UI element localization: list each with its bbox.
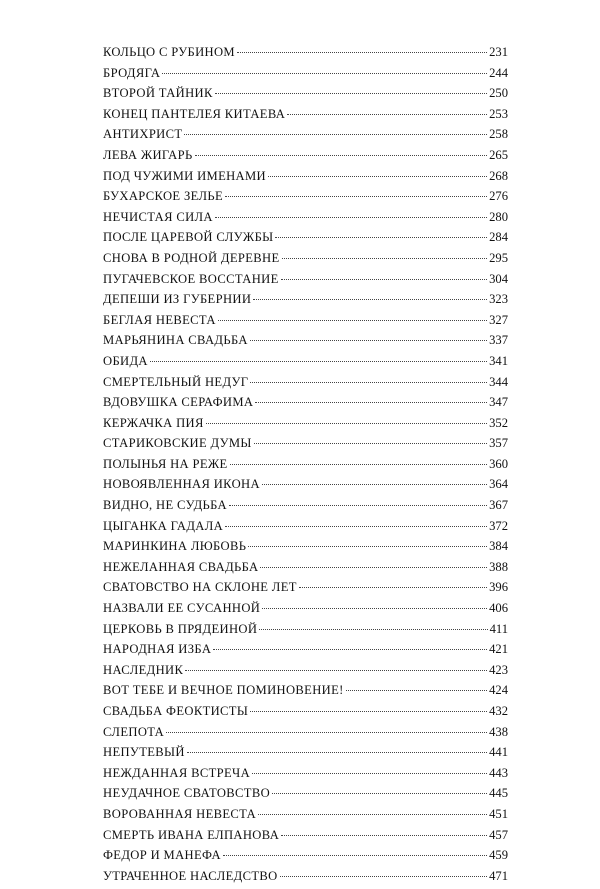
toc-entry-page-number: 344 <box>489 374 508 389</box>
toc-entry-title: ПОСЛЕ ЦАРЕВОЙ СЛУЖБЫ <box>103 230 274 245</box>
dot-leader <box>346 690 487 691</box>
toc-entry-title: ВОТ ТЕБЕ И ВЕЧНОЕ ПОМИНОВЕНИЕ! <box>103 683 344 698</box>
toc-entry-page-number: 423 <box>489 662 508 677</box>
toc-entry-page-number: 445 <box>489 786 508 801</box>
toc-entry <box>103 869 508 889</box>
table-of-contents <box>103 45 508 889</box>
toc-entry-page-number: 253 <box>489 106 508 121</box>
toc-entry-title: ВОРОВАННАЯ НЕВЕСТА <box>103 806 257 821</box>
dot-leader <box>166 732 487 733</box>
toc-entry-page-number: 421 <box>489 642 508 657</box>
toc-entry <box>103 375 508 396</box>
toc-entry-title: ОБИДА <box>103 353 148 368</box>
toc-entry-title: ВИДНО, НЕ СУДЬБА <box>103 498 227 513</box>
toc-entry-page-number: 258 <box>489 127 508 142</box>
toc-entry <box>103 766 508 787</box>
toc-entry <box>103 519 508 540</box>
toc-entry-page-number: 364 <box>489 477 508 492</box>
toc-entry-title: ВТОРОЙ ТАЙНИК <box>103 86 213 101</box>
dot-leader <box>259 629 487 630</box>
toc-entry-page-number: 268 <box>489 168 508 183</box>
toc-entry-page-number: 471 <box>489 868 508 883</box>
toc-entry-title: БЕГЛАЯ НЕВЕСТА <box>103 312 216 327</box>
toc-entry <box>103 683 508 704</box>
dot-leader <box>275 237 487 238</box>
toc-entry <box>103 395 508 416</box>
toc-entry-page-number: 337 <box>489 333 508 348</box>
toc-entry <box>103 292 508 313</box>
toc-entry <box>103 272 508 293</box>
toc-entry-title: СЛЕПОТА <box>103 724 165 739</box>
toc-entry-page-number: 451 <box>489 806 508 821</box>
toc-entry-page-number: 250 <box>489 86 508 101</box>
toc-entry-page-number: 424 <box>489 683 508 698</box>
toc-entry-title: СВАДЬБА ФЕОКТИСТЫ <box>103 704 249 718</box>
toc-entry-page-number: 441 <box>489 745 508 760</box>
dot-leader <box>215 217 487 218</box>
dot-leader <box>185 670 487 671</box>
toc-entry <box>103 251 508 272</box>
dot-leader <box>250 382 487 383</box>
toc-entry <box>103 333 508 354</box>
toc-entry-page-number: 244 <box>489 65 508 80</box>
toc-entry <box>103 127 508 148</box>
toc-entry <box>103 169 508 190</box>
toc-entry-title: БУХАРСКОЕ ЗЕЛЬЕ <box>103 189 224 204</box>
toc-entry-title: НЕЖДАННАЯ ВСТРЕЧА <box>103 765 251 780</box>
toc-entry-title: СВАТОВСТВО НА СКЛОНЕ ЛЕТ <box>103 580 297 595</box>
dot-leader <box>281 279 487 280</box>
toc-entry <box>103 66 508 87</box>
toc-entry-page-number: 457 <box>489 827 508 842</box>
toc-entry-page-number: 284 <box>489 230 508 245</box>
dot-leader <box>250 711 487 712</box>
toc-entry-title: СМЕРТЬ ИВАНА ЕЛПАНОВА <box>103 827 280 842</box>
toc-entry <box>103 601 508 622</box>
toc-entry-page-number: 372 <box>489 518 508 533</box>
toc-entry <box>103 848 508 869</box>
toc-entry <box>103 745 508 766</box>
toc-entry <box>103 416 508 437</box>
toc-entry-title: ЦЕРКОВЬ В ПРЯДЕИНОЙ <box>103 621 258 636</box>
toc-entry <box>103 663 508 684</box>
toc-entry-title: НЕЧИСТАЯ СИЛА <box>103 209 213 224</box>
toc-entry-page-number: 341 <box>489 353 508 368</box>
toc-entry-title: МАРЬЯНИНА СВАДЬБА <box>103 333 248 348</box>
toc-entry <box>103 539 508 560</box>
toc-entry-title: КОЛЬЦО С РУБИНОМ <box>103 45 235 59</box>
toc-entry-title: КОНЕЦ ПАНТЕЛЕЯ КИТАЕВА <box>103 106 286 121</box>
dot-leader <box>255 402 487 403</box>
dot-leader <box>187 752 487 753</box>
toc-entry-title: ВДОВУШКА СЕРАФИМА <box>103 395 254 410</box>
toc-entry <box>103 230 508 251</box>
toc-entry <box>103 560 508 581</box>
toc-entry <box>103 189 508 210</box>
dot-leader <box>195 155 488 156</box>
dot-leader <box>229 505 487 506</box>
dot-leader <box>253 299 487 300</box>
toc-entry-title: ФЕДОР И МАНЕФА <box>103 848 221 863</box>
toc-entry <box>103 725 508 746</box>
toc-entry-page-number: 360 <box>489 456 508 471</box>
dot-leader <box>262 608 487 609</box>
toc-entry <box>103 45 508 66</box>
toc-entry <box>103 622 508 643</box>
toc-entry-page-number: 231 <box>489 45 508 59</box>
toc-entry-title: НЕПУТЕВЫЙ <box>103 745 185 760</box>
dot-leader <box>150 361 487 362</box>
toc-entry <box>103 642 508 663</box>
toc-entry-title: КЕРЖАЧКА ПИЯ <box>103 415 204 430</box>
toc-entry-title: НЕЖЕЛАННАЯ СВАДЬБА <box>103 559 259 574</box>
toc-entry <box>103 86 508 107</box>
dot-leader <box>223 855 487 856</box>
dot-leader <box>299 587 487 588</box>
toc-entry-page-number: 396 <box>489 580 508 595</box>
toc-entry <box>103 828 508 849</box>
toc-entry <box>103 313 508 334</box>
toc-entry-title: НАСЛЕДНИК <box>103 662 184 677</box>
toc-entry-page-number: 459 <box>489 848 508 863</box>
dot-leader <box>281 835 487 836</box>
toc-entry-page-number: 352 <box>489 415 508 430</box>
toc-entry-page-number: 327 <box>489 312 508 327</box>
toc-entry-title: УТРАЧЕННОЕ НАСЛЕДСТВО <box>103 868 278 883</box>
toc-entry <box>103 704 508 725</box>
toc-entry <box>103 107 508 128</box>
dot-leader <box>258 814 487 815</box>
toc-entry-page-number: 323 <box>489 292 508 307</box>
toc-entry-page-number: 432 <box>489 704 508 718</box>
toc-entry <box>103 148 508 169</box>
toc-entry-page-number: 411 <box>489 621 508 636</box>
dot-leader <box>213 649 487 650</box>
dot-leader <box>206 423 487 424</box>
toc-entry-title: ДЕПЕШИ ИЗ ГУБЕРНИИ <box>103 292 252 307</box>
toc-entry-title: НОВОЯВЛЕННАЯ ИКОНА <box>103 477 260 492</box>
toc-entry-title: ЛЕВА ЖИГАРЬ <box>103 147 193 162</box>
toc-entry-page-number: 438 <box>489 724 508 739</box>
dot-leader <box>268 176 487 177</box>
dot-leader <box>272 793 487 794</box>
dot-leader <box>218 320 487 321</box>
dot-leader <box>215 93 487 94</box>
toc-entry <box>103 354 508 375</box>
dot-leader <box>184 134 487 135</box>
toc-entry-page-number: 304 <box>489 271 508 286</box>
toc-entry <box>103 580 508 601</box>
toc-entry <box>103 498 508 519</box>
dot-leader <box>230 464 488 465</box>
toc-entry-title: ПУГАЧЕВСКОЕ ВОССТАНИЕ <box>103 271 279 286</box>
toc-entry-page-number: 276 <box>489 189 508 204</box>
toc-entry-title: ПОД ЧУЖИМИ ИМЕНАМИ <box>103 168 266 183</box>
toc-entry-title: АНТИХРИСТ <box>103 127 183 142</box>
toc-entry-title: ЦЫГАНКА ГАДАЛА <box>103 518 224 533</box>
toc-entry-page-number: 347 <box>489 395 508 410</box>
toc-entry-page-number: 384 <box>489 539 508 554</box>
toc-entry-page-number: 357 <box>489 436 508 451</box>
toc-entry <box>103 786 508 807</box>
toc-entry-page-number: 367 <box>489 498 508 513</box>
dot-leader <box>287 114 487 115</box>
dot-leader <box>282 258 488 259</box>
toc-entry-page-number: 265 <box>489 147 508 162</box>
toc-entry-title: ПОЛЫНЬЯ НА РЕЖЕ <box>103 456 228 471</box>
toc-entry <box>103 436 508 457</box>
toc-entry <box>103 807 508 828</box>
toc-entry <box>103 477 508 498</box>
dot-leader <box>260 567 487 568</box>
dot-leader <box>262 484 487 485</box>
toc-entry-page-number: 388 <box>489 559 508 574</box>
toc-entry-page-number: 280 <box>489 209 508 224</box>
dot-leader <box>225 196 487 197</box>
dot-leader <box>237 52 487 53</box>
dot-leader <box>254 443 487 444</box>
toc-entry-page-number: 406 <box>489 601 508 616</box>
toc-entry-title: СНОВА В РОДНОЙ ДЕРЕВНЕ <box>103 250 280 265</box>
toc-entry-title: МАРИНКИНА ЛЮБОВЬ <box>103 539 247 554</box>
dot-leader <box>162 73 487 74</box>
toc-entry-page-number: 443 <box>489 765 508 780</box>
toc-entry-title: НАРОДНАЯ ИЗБА <box>103 642 212 657</box>
dot-leader <box>248 546 487 547</box>
toc-entry-title: БРОДЯГА <box>103 65 161 80</box>
toc-entry-title: НЕУДАЧНОЕ СВАТОВСТВО <box>103 786 271 801</box>
dot-leader <box>280 876 488 877</box>
dot-leader <box>252 773 487 774</box>
toc-entry <box>103 210 508 231</box>
dot-leader <box>225 526 487 527</box>
toc-entry <box>103 457 508 478</box>
toc-entry-title: СМЕРТЕЛЬНЫЙ НЕДУГ <box>103 374 249 389</box>
toc-entry-page-number: 295 <box>489 250 508 265</box>
toc-entry-title: НАЗВАЛИ ЕЕ СУСАННОЙ <box>103 601 261 616</box>
toc-entry-title: СТАРИКОВСКИЕ ДУМЫ <box>103 436 252 451</box>
dot-leader <box>250 340 487 341</box>
